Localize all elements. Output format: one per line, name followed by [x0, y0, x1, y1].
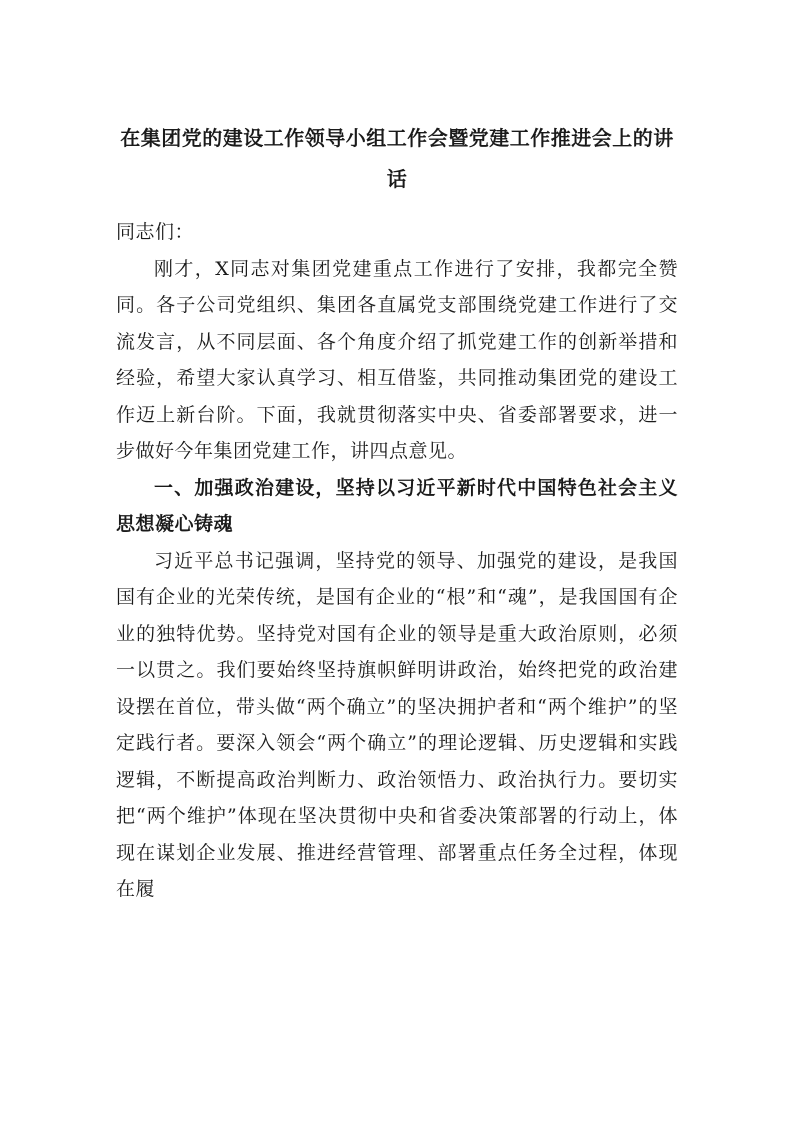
section-paragraph: 习近平总书记强调，坚持党的领导、加强党的建设，是我国国有企业的光荣传统，是国有企业的“根”和“魂”，是我国国有企业的独特优势。坚持党对国有企业的领导是重大政治原则，必须一以贯之。我们要始终坚持旗帜鲜明讲政治，始终把党的政治建设摆在首位，带头做“两个确立”的坚决拥护者和“两个维护”的坚定践行者。要深入领会“两个确立”的理论逻辑、历史逻辑和实践逻辑，不断提高政治判断力、政治领悟力、政治执行力。要切实把“两个维护”体现在坚决贯彻中央和省委决策部署的行动上，体现在谋划企业发展、推进经营管理、部署重点任务全过程，体现在履: [116, 549, 678, 900]
document-title: 在集团党的建设工作领导小组工作会暨党建工作推进会上的讲话: [120, 126, 674, 191]
section-heading: 一、加强政治建设，坚持以习近平新时代中国特色社会主义思想凝心铸魂: [116, 476, 678, 535]
opening-paragraph: 刚才，X同志对集团党建重点工作进行了安排，我都完全赞同。各子公司党组织、集团各直属党支部围绕党建工作进行了交流发言，从不同层面、各个角度介绍了抓党建工作的创新举措和经验，希望大家认真学习、相互借鉴，共同推动集团党的建设工作迈上新台阶。下面，我就贯彻落实中央、省委部署要求，进一步做好今年集团党建工作，讲四点意见。: [116, 257, 678, 462]
document-page: [116, 118, 678, 908]
salutation: 同志们：: [116, 221, 195, 243]
